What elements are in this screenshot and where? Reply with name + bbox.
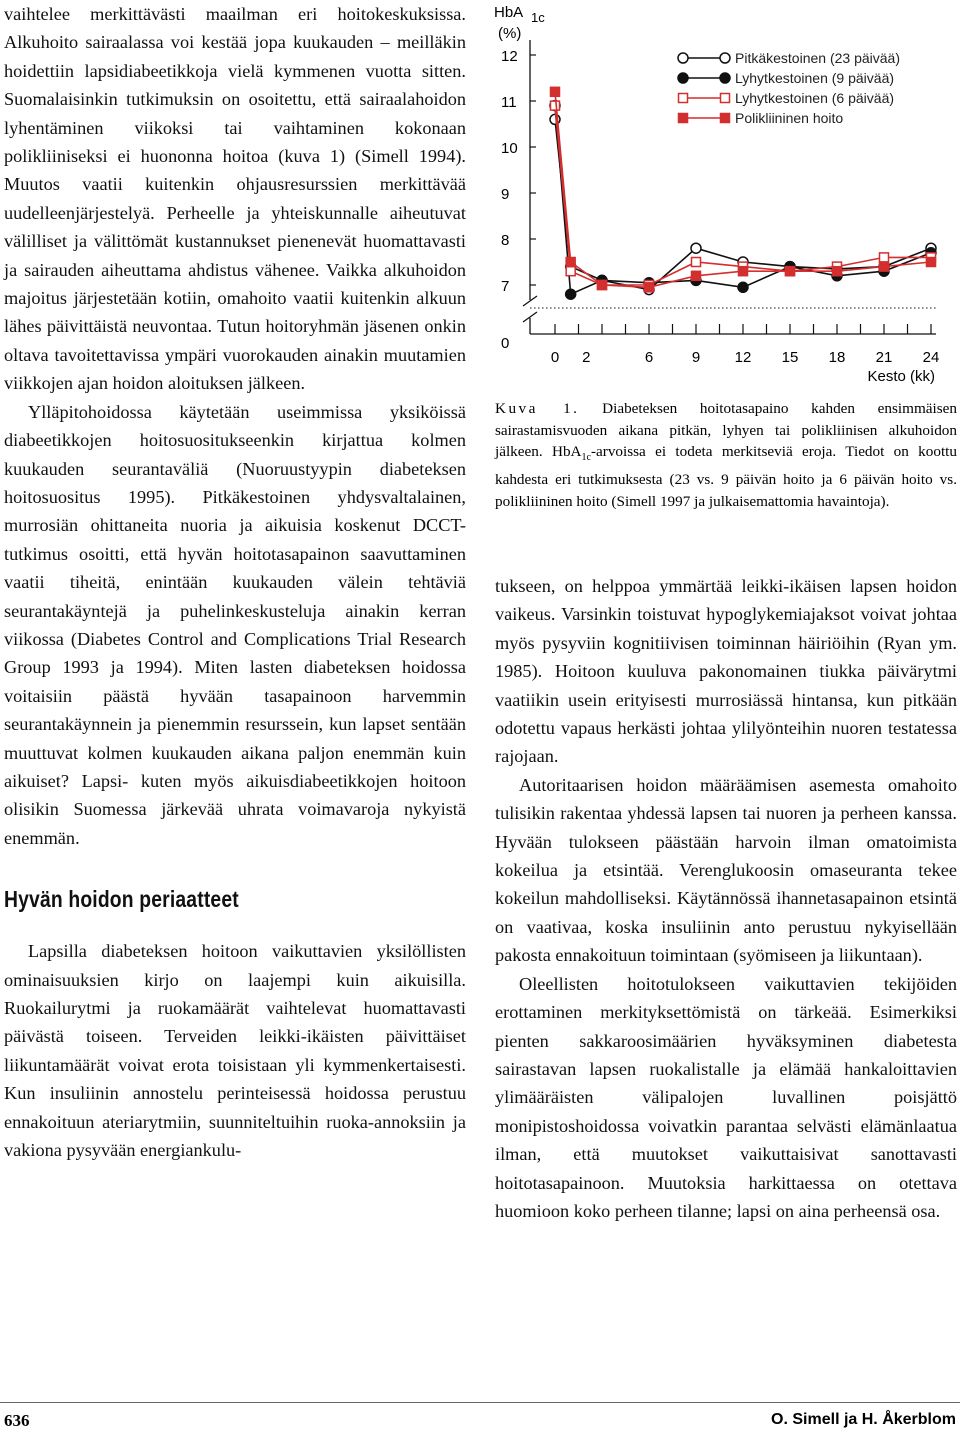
data-point bbox=[645, 283, 654, 292]
y-tick-label: 10 bbox=[501, 140, 518, 157]
y-tick-label: 8 bbox=[501, 232, 510, 249]
left-paragraph-2: Ylläpitohoidossa käytetään useimmissa yksiköissä diabeetikkojen hoitosuositukseenkin kirjattua kolmen kuukauden seurantaväliä (Nuoruustyypin diabeteksen hoitosuositus 1995). Pitkäkestoinen yhdysvaltalainen, murrosiän ohittaneita nuoria ja aikuisia koskenut DCCT-tutkimus osoitti, että hyvän hoitotasapainon saavuttaminen vaatii tiheitä, enintään kuukauden välein tehtäviä seurantakäyntejä ja puhelinkeskusteluja ainakin kerran viikossa (Diabetes Control and Complications Trial Research Group 1993 ja 1994). Miten lasten diabeteksen hoidossa voitaisiin päästä hyvään tasapainoon harvemmin seurantakäynnein ja pienemmin resurssein, kun lapset sentään muuttuvat kolmen kuukauden aikana paljon enemmän kuin aikuiset? Lapsi- kuten myös aikuisdiabeetikkojen hoitoon olisikin Suomessa järkevää uhrata voimavaroja nykyistä enemmän. bbox=[4, 401, 466, 848]
x-tick-label: 18 bbox=[828, 349, 846, 366]
caption-text-b: -arvoissa ei todeta merkitseviä eroja. Tiedot on koottu kahdesta eri tutkimuksesta (23 vs. 9 päivän hoito ja 6 päivän hoito vs. polikliininen hoito (Simell 1997 ja julkaisemattomia havaintoja). bbox=[495, 443, 957, 510]
caption-sub: 1c bbox=[581, 452, 591, 464]
legend-marker bbox=[720, 53, 730, 63]
footer-rule bbox=[0, 1402, 960, 1403]
legend-label: Polikliininen hoito bbox=[735, 110, 844, 126]
x-tick-label: 21 bbox=[875, 349, 893, 366]
caption-text-a: Diabeteksen hoitotasapaino kahden ensimmäisen sairastamisvuoden aikana pitkän, lyhyen tai polikliinisen alkuhoidon jälkeen. HbA bbox=[495, 400, 957, 461]
data-point bbox=[880, 262, 889, 271]
hba1c-chart bbox=[493, 0, 960, 390]
right-paragraph-1: tukseen, on helppoa ymmärtää leikki-ikäisen lapsen hoidon vaikeus. Varsinkin toistuvat hypoglykemiajaksot voivat johtaa myös pysyviin kognitiivisen toiminnan häiriöihin (Ryan ym. 1985). Hoitoon kuuluva pakonomainen tiukka päivärytmi vaatiikin usein erityisesti murrosiässä hintansa, kun pitkään odotettu vapaus herkästi johtaa ylilyönteihin nuoren testatessa rajojaan. bbox=[495, 576, 957, 767]
legend-marker bbox=[679, 114, 688, 123]
y-tick-label: 12 bbox=[501, 48, 518, 65]
x-tick-label: 2 bbox=[582, 349, 591, 366]
legend-marker bbox=[721, 114, 730, 123]
left-paragraph-3: Lapsilla diabeteksen hoitoon vaikuttavien yksilöllisten ominaisuuksien kirjo on laajempi kuin aikuisilla. Ruokailurytmi ja ruokamäärät vaihtelevat huomattavasti päivästä toiseen. Terveiden leikki-ikäisten päivittäiset liikuntamäärät voivat erota toisistaan yli kymmenkertaisesti. Kun insuliinin annostelu perinteisessä hoidossa perustuu ennakoituun ateriarytmiin, suunniteltuihin ruoka-annoksiin ja vakiona pysyvään energiankulu- bbox=[4, 941, 466, 1161]
data-point bbox=[598, 281, 607, 290]
x-tick-label: 0 bbox=[550, 349, 560, 366]
caption-label: Kuva 1. bbox=[495, 400, 580, 417]
legend-label: Pitkäkestoinen (23 päivää) bbox=[735, 50, 900, 66]
y-axis-label: HbA bbox=[494, 4, 524, 21]
right-paragraph-2: Autoritaarisen hoidon määräämisen asemesta omahoito tulisikin rakentaa yhdessä lapsen tai nuoren ja perheen kanssa. Hyvään tulokseen päästään harvoin ilman omatoimista kokeilua ja etsintää. Verenglukoosin omaseuranta tekee kokeilun mahdolliseksi. Käytännössä ihannetasapainon etsintä on vaativaa, koska insuliinin anto perustuu nykyisellään pakosta ennakoituun toimintaan (syömiseen ja liikuntaan). bbox=[495, 774, 957, 966]
legend-marker bbox=[679, 94, 688, 103]
figure-caption bbox=[495, 398, 957, 513]
data-point bbox=[786, 267, 795, 276]
footer-authors: O. Simell ja H. Åkerblom bbox=[771, 1411, 956, 1428]
y-tick-label: 9 bbox=[501, 186, 510, 203]
page-number: 636 bbox=[4, 1411, 30, 1430]
right-column bbox=[495, 572, 957, 1225]
data-point bbox=[551, 87, 560, 96]
legend-label: Lyhytkestoinen (9 päivää) bbox=[735, 70, 895, 86]
x-tick-label: 15 bbox=[781, 349, 799, 366]
data-point bbox=[927, 258, 936, 267]
x-axis-label: Kesto (kk) bbox=[867, 368, 935, 385]
y-axis-unit: (%) bbox=[498, 25, 522, 42]
data-point bbox=[566, 258, 575, 267]
data-point bbox=[880, 253, 889, 262]
data-point bbox=[566, 289, 576, 299]
section-heading: Hyvän hoidon periaatteet bbox=[4, 886, 239, 913]
x-tick-label: 24 bbox=[922, 349, 940, 366]
data-point bbox=[738, 282, 748, 292]
data-point bbox=[833, 267, 842, 276]
y-tick-label: 7 bbox=[501, 278, 510, 295]
left-column bbox=[4, 0, 466, 1164]
data-point bbox=[739, 267, 748, 276]
data-point bbox=[551, 101, 560, 110]
y-tick-label: 11 bbox=[501, 94, 517, 111]
legend-marker bbox=[678, 53, 688, 63]
y-axis-label-sub: 1c bbox=[531, 10, 545, 25]
legend-marker bbox=[678, 73, 688, 83]
chart-legend bbox=[678, 50, 900, 126]
x-tick-label: 9 bbox=[691, 349, 701, 366]
data-point bbox=[566, 267, 575, 276]
legend-marker bbox=[721, 94, 730, 103]
right-paragraph-3: Oleellisten hoitotulokseen vaikuttavien tekijöiden erottaminen merkityksettömistä on tärkeää. Esimerkiksi pienten sakkaroosimäärien hyväksyminen diabetesta sairastavan lapsen ruokalistalle ja elämää hankaloittavien ylimääräisten välipalojen luvallinen poisjättö monipistoshoidossa voivatkin parantaa selvästi elämänlaatua ilman, että muutokset vaikuttaisivat sanottavasti hoitotasapainoon. Muutoksia harkittaessa on otettava huomioon koko perheen tilanne; lapsi on aina perheensä osa. bbox=[495, 973, 957, 1221]
legend-label: Lyhytkestoinen (6 päivää) bbox=[735, 90, 895, 106]
x-tick-label: 12 bbox=[734, 349, 752, 366]
legend-marker bbox=[720, 73, 730, 83]
y-tick-label: 0 bbox=[501, 335, 510, 352]
left-paragraph-1: vaihtelee merkittävästi maailman eri hoitokeskuksissa. Alkuhoito sairaalassa voi kestää jopa kuukauden – meilläkin hoidettiin lapsidiabeetikkoja vielä kymmenen vuotta sitten. Suomalaisinkin tutkimuksin on osoitettu, että sairaalahoidon lyhentäminen viikoksi tai vaihtaminen kokonaan polikliiniseksi ei huononna hoitoa (kuva 1) (Simell 1994). Muutos vaatii kuitenkin ohjausresurssien merkittävää uudelleenjärjestelyä. Perheelle ja yhteiskunnalle aiheutuvat välilliset ja välittömät kustannukset pienenevät huomattavasti ja sairauden aiheuttama ahdistus vähenee. Vaikka alkuhoidon majoitus järjestetään kotiin, omahoito vaatii kuitenkin alkuun lähes päivittäistä neuvontaa. Tutun hoitoryhmän jäsenen onkin oltava tavoitettavissa ympäri vuorokauden ainakin muutamien viikkojen ajan hoidon aloituksen jälkeen. bbox=[4, 4, 466, 394]
data-point bbox=[691, 243, 701, 253]
x-tick-label: 6 bbox=[644, 349, 654, 366]
data-point bbox=[692, 271, 701, 280]
data-point bbox=[692, 258, 701, 267]
